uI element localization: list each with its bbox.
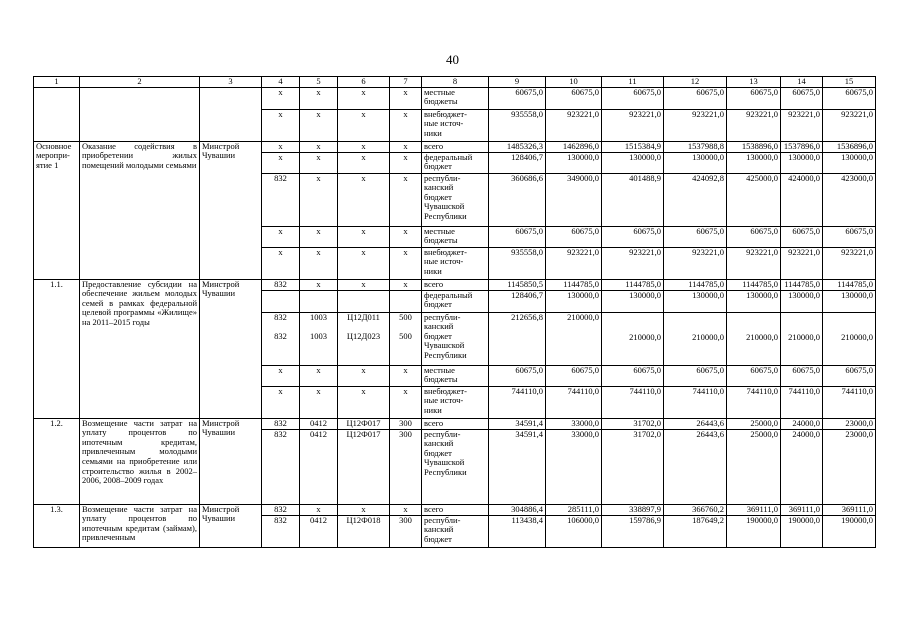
value-cell: 1536896,0 [823,141,876,152]
value-cell: 1144785,0 [602,279,664,290]
value-cell: 1144785,0 [781,279,823,290]
value-cell: 130000,0 [602,290,664,312]
value-cell: 190000,0 [781,515,823,547]
value-cell: 935558,0 [489,247,546,279]
table-row [34,279,876,290]
empty-cell [262,290,300,312]
value-cell: 26443,6 [664,429,727,504]
value-cell-wrap [781,312,823,365]
value-cell: 744110,0 [602,386,664,418]
empty-cell [80,87,200,141]
cell: x [300,87,338,109]
cell: x [338,386,390,418]
value-cell: 60675,0 [602,365,664,386]
value-cell: 1144785,0 [546,279,602,290]
value-cell: 349000,0 [546,173,602,226]
cell: x [262,226,300,247]
executor: Минстрой Чувашии [200,418,262,504]
value-cell: 366760,2 [664,504,727,515]
value-cell: 1144785,0 [823,279,876,290]
value-cell: 190000,0 [823,515,876,547]
value-cell: 923221,0 [727,247,781,279]
value-cell: 60675,0 [664,226,727,247]
header-cell: 6 [338,77,390,88]
value-cell: 34591,4 [489,429,546,504]
header-cell: 9 [489,77,546,88]
value-cell: 923221,0 [823,247,876,279]
value-cell: 935558,0 [489,109,546,141]
activity-name: Основное меропри- ятие 1 [34,141,80,279]
cell-pair [300,312,338,365]
value-cell: 210000,0 [629,331,661,342]
header-cell: 12 [664,77,727,88]
column-number-header [34,77,876,88]
cell: 500 [399,331,412,342]
value-cell: 60675,0 [602,226,664,247]
value-cell: 923221,0 [546,109,602,141]
funding-source: внебюджет- ные источ- ники [422,247,489,279]
cell-pair [262,312,300,365]
cell: 832 [262,279,300,290]
value-cell: 130000,0 [727,290,781,312]
value-cell: 130000,0 [823,290,876,312]
value-cell-wrap [664,312,727,365]
value-cell: 25000,0 [727,429,781,504]
value-cell: 1485326,3 [489,141,546,152]
value-cell: 423000,0 [823,173,876,226]
cell: x [262,109,300,141]
value-cell: 424092,8 [664,173,727,226]
cell: x [390,152,422,173]
cell: x [390,365,422,386]
cell: 300 [390,429,422,504]
activity-description: Предоставление субсидии на обеспечение жильем молодых семей в рамках федеральной целевой программы «Жилище» на 2011–2015 годы [80,279,200,418]
cell: x [338,365,390,386]
value-cell: 60675,0 [823,87,876,109]
cell: x [262,87,300,109]
value-cell: 130000,0 [546,290,602,312]
value-cell: 60675,0 [546,365,602,386]
table-row [34,87,876,109]
cell: x [300,504,338,515]
value-cell: 24000,0 [781,418,823,429]
table-row [34,418,876,429]
value-cell: 33000,0 [546,418,602,429]
empty-cell [390,290,422,312]
value-cell: 60675,0 [823,365,876,386]
cell: x [300,279,338,290]
cell: 0412 [300,418,338,429]
header-cell: 15 [823,77,876,88]
value-cell: 130000,0 [727,152,781,173]
value-cell: 744110,0 [489,386,546,418]
value-cell: 60675,0 [727,365,781,386]
value-cell: 210000,0 [788,331,820,342]
funding-source: всего [422,279,489,290]
funding-source: местные бюджеты [422,365,489,386]
value-cell: 401488,9 [602,173,664,226]
funding-source: республи- канский бюджет Чувашской Республики [422,312,489,365]
cell: x [262,386,300,418]
value-cell: 60675,0 [727,226,781,247]
value-cell: 34591,4 [489,418,546,429]
cell: x [338,152,390,173]
value-cell: 60675,0 [823,226,876,247]
page-number: 40 [446,52,459,67]
value-cell: 923221,0 [602,247,664,279]
value-cell: 923221,0 [546,247,602,279]
cell: 832 [262,429,300,504]
value-cell: 31702,0 [602,418,664,429]
value-cell: 26443,6 [664,418,727,429]
value-cell: 1515384,9 [602,141,664,152]
value-cell: 128406,7 [489,152,546,173]
value-cell-wrap [602,312,664,365]
value-cell: 130000,0 [823,152,876,173]
cell: 300 [390,418,422,429]
cell: x [262,247,300,279]
cell: x [300,152,338,173]
cell: x [300,173,338,226]
header-cell: 5 [300,77,338,88]
value-cell: 130000,0 [781,290,823,312]
cell: 500 [399,312,412,322]
value-cell: 60675,0 [727,87,781,109]
value-cell: 31702,0 [602,429,664,504]
value-cell: 285111,0 [546,504,602,515]
cell: Ц12Д023 [346,331,381,342]
value-cell: 130000,0 [664,152,727,173]
cell: x [300,247,338,279]
cell: x [262,152,300,173]
cell: 832 [262,173,300,226]
value-cell: 212656,8 [489,312,546,365]
value-cell: 210000,0 [746,331,778,342]
value-cell: 1537896,0 [781,141,823,152]
value-cell: 923221,0 [823,109,876,141]
cell: 1003 [310,331,327,342]
value-cell: 744110,0 [781,386,823,418]
cell: 832 [274,312,287,322]
cell: x [262,141,300,152]
value-cell-wrap [727,312,781,365]
value-cell: 23000,0 [823,418,876,429]
cell: x [390,141,422,152]
value-cell: 1144785,0 [664,279,727,290]
cell: x [390,109,422,141]
value-cell: 923221,0 [602,109,664,141]
header-cell: 10 [546,77,602,88]
item-number: 1.3. [34,504,80,547]
executor: Минстрой Чувашии [200,141,262,279]
cell: x [390,87,422,109]
value-cell: 360686,6 [489,173,546,226]
value-cell: 60675,0 [781,87,823,109]
value-cell: 1145850,5 [489,279,546,290]
funding-source: республи- канский бюджет Чувашской Республики [422,173,489,226]
cell: x [338,226,390,247]
item-number: 1.2. [34,418,80,504]
cell: 1003 [310,312,327,322]
value-cell: 60675,0 [781,365,823,386]
cell: x [338,504,390,515]
value-cell: 60675,0 [664,87,727,109]
cell: x [338,247,390,279]
cell: x [300,365,338,386]
value-cell: 60675,0 [664,365,727,386]
funding-source: всего [422,141,489,152]
value-cell: 190000,0 [727,515,781,547]
funding-source: местные бюджеты [422,87,489,109]
budget-table [33,76,876,548]
value-cell: 128406,7 [489,290,546,312]
value-cell: 24000,0 [781,429,823,504]
value-cell: 60675,0 [602,87,664,109]
header-cell: 11 [602,77,664,88]
value-cell: 744110,0 [546,386,602,418]
cell: x [390,247,422,279]
empty-cell [34,87,80,141]
cell: Ц12Ф018 [338,515,390,547]
value-cell: 923221,0 [664,109,727,141]
value-cell: 210000,0 [841,331,873,342]
cell: 300 [390,515,422,547]
funding-source: внебюджет- ные источ- ники [422,109,489,141]
header-cell: 13 [727,77,781,88]
value-cell: 60675,0 [546,226,602,247]
cell-pair [390,312,422,365]
header-cell: 2 [80,77,200,88]
value-cell: 23000,0 [823,429,876,504]
empty-cell [338,290,390,312]
empty-cell [200,87,262,141]
funding-source: федеральный бюджет [422,290,489,312]
cell: x [390,279,422,290]
funding-source: всего [422,504,489,515]
cell: 832 [274,331,287,342]
activity-description: Возмещение части затрат на уплату процентов по ипотечным кредитам (займам), привлеченным [80,504,200,547]
cell: x [338,87,390,109]
value-cell: 130000,0 [546,152,602,173]
value-cell: 923221,0 [781,109,823,141]
value-cell: 369111,0 [781,504,823,515]
table-row [34,141,876,152]
executor: Минстрой Чувашии [200,504,262,547]
cell: x [338,173,390,226]
cell: x [390,386,422,418]
cell: x [300,226,338,247]
cell: x [390,173,422,226]
funding-source: республи- канский бюджет Чувашской Республики [422,429,489,504]
value-cell: 744110,0 [823,386,876,418]
funding-source: местные бюджеты [422,226,489,247]
header-cell: 14 [781,77,823,88]
value-cell: 744110,0 [664,386,727,418]
table-row [34,504,876,515]
cell: x [300,141,338,152]
value-cell: 60675,0 [489,87,546,109]
value-cell: 187649,2 [664,515,727,547]
value-cell: 33000,0 [546,429,602,504]
cell: x [338,141,390,152]
value-cell: 744110,0 [727,386,781,418]
value-cell: 60675,0 [781,226,823,247]
header-cell: 4 [262,77,300,88]
cell: x [390,226,422,247]
cell-pair [338,312,390,365]
item-number: 1.1. [34,279,80,418]
cell: 832 [262,418,300,429]
funding-source: всего [422,418,489,429]
value-cell: 425000,0 [727,173,781,226]
cell: Ц12Ф017 [338,418,390,429]
cell: 0412 [300,515,338,547]
cell: 832 [262,504,300,515]
value-cell: 113438,4 [489,515,546,547]
cell: x [390,504,422,515]
value-cell-wrap [823,312,876,365]
cell: x [300,386,338,418]
value-cell: 304886,4 [489,504,546,515]
value-cell: 338897,9 [602,504,664,515]
funding-source: внебюджет- ные источ- ники [422,386,489,418]
cell: Ц12Ф017 [338,429,390,504]
value-cell: 923221,0 [781,247,823,279]
header-cell: 8 [422,77,489,88]
value-cell: 923221,0 [664,247,727,279]
value-cell: 1144785,0 [727,279,781,290]
cell: x [338,279,390,290]
funding-source: федеральный бюджет [422,152,489,173]
value-cell: 60675,0 [489,226,546,247]
value-cell: 60675,0 [546,87,602,109]
value-cell: 60675,0 [489,365,546,386]
value-cell: 424000,0 [781,173,823,226]
activity-description: Возмещение части затрат на уплату процентов по ипотечным кредитам, привлеченным молодыми семьями на приобретение или строительство жилья в 2002–2006, 2008–2009 годах [80,418,200,504]
cell: x [262,365,300,386]
cell: Ц12Д011 [347,312,380,322]
value-cell: 25000,0 [727,418,781,429]
value-cell: 1462896,0 [546,141,602,152]
value-cell: 130000,0 [781,152,823,173]
empty-cell [300,290,338,312]
executor: Минстрой Чувашии [200,279,262,418]
funding-source: республи- канский бюджет [422,515,489,547]
value-cell: 130000,0 [664,290,727,312]
activity-description: Оказание содействия в приобретении жилых помещений молодыми семьями [80,141,200,279]
value-cell: 1538896,0 [727,141,781,152]
header-cell: 3 [200,77,262,88]
header-cell: 1 [34,77,80,88]
value-cell: 369111,0 [727,504,781,515]
cell: x [338,109,390,141]
value-cell: 210000,0 [692,331,724,342]
header-cell: 7 [390,77,422,88]
cell: 0412 [300,429,338,504]
value-cell: 130000,0 [602,152,664,173]
value-cell: 210000,0 [546,312,602,365]
cell: 832 [262,515,300,547]
cell: x [300,109,338,141]
value-cell: 369111,0 [823,504,876,515]
value-cell: 923221,0 [727,109,781,141]
value-cell: 1537988,8 [664,141,727,152]
value-cell: 159786,9 [602,515,664,547]
value-cell: 106000,0 [546,515,602,547]
